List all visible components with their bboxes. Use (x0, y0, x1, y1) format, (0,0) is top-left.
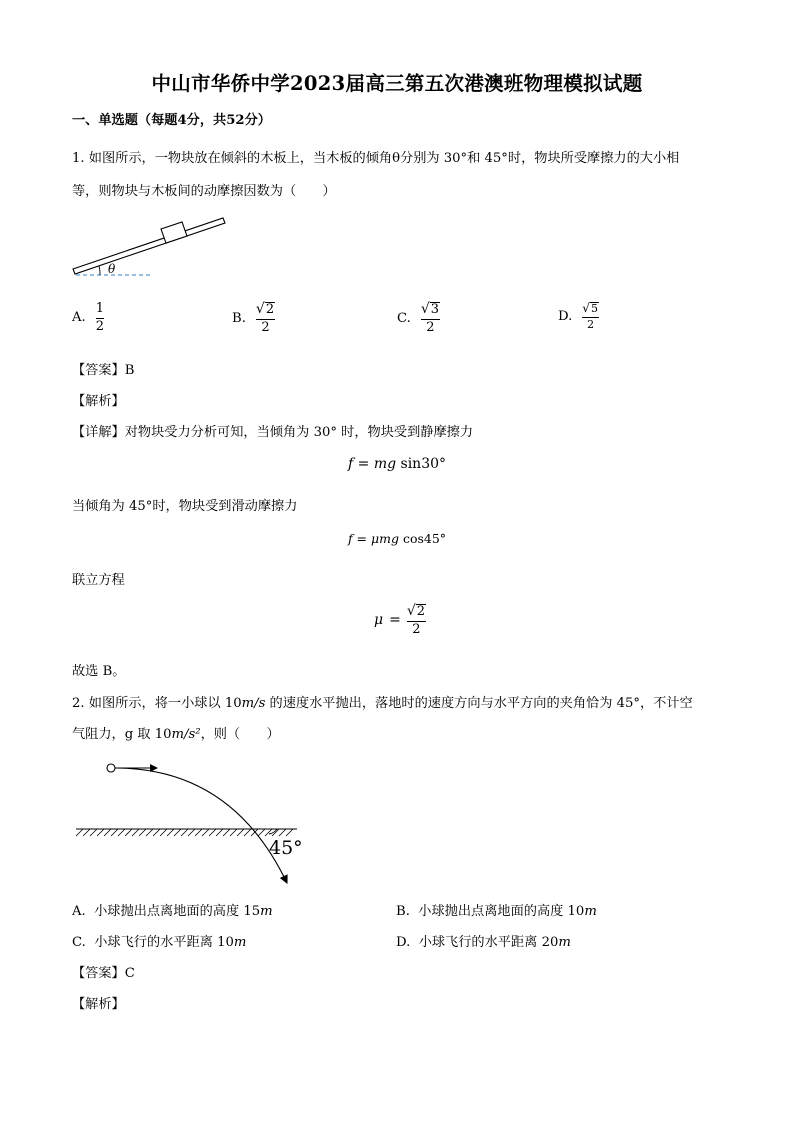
q1-option-a[interactable] (72, 302, 104, 333)
square-root: √ 3 (420, 301, 440, 318)
formula-equals: = (352, 531, 371, 546)
section-heading: 一、单选题（每题4分，共52分） (72, 113, 271, 128)
sliding-block (161, 222, 187, 243)
q1-combine: 联立方程 (72, 573, 125, 588)
formula-equals: = (353, 456, 374, 472)
option-text: 小球飞行的水平距离 20 (418, 935, 559, 950)
angle-label: 45° (269, 837, 303, 859)
q1-option-c[interactable] (397, 302, 440, 334)
angle-arc (99, 266, 100, 275)
denominator: 2 (426, 319, 435, 335)
formula-trig: cos45° (398, 531, 447, 546)
q1-formula-kinetic-friction (0, 531, 794, 546)
unit: m (260, 904, 273, 919)
fraction (407, 604, 426, 636)
unit: m (233, 935, 247, 950)
formula-trig: sin30° (396, 456, 447, 472)
incline-board (73, 218, 225, 274)
formula-term: μmg (371, 531, 399, 546)
fraction (96, 302, 104, 333)
q2-option-c[interactable] (72, 931, 246, 950)
radicand: 2 (416, 604, 426, 620)
denominator: 2 (261, 319, 270, 335)
q2-analysis-heading: 【解析】 (72, 997, 125, 1012)
unit: m/s² (171, 727, 201, 742)
q1-options (72, 302, 722, 350)
page-title: 中山市华侨中学2023届高三第五次港澳班物理模拟试题 (151, 72, 643, 95)
q1-stem-line2: 等，则物块与木板间的动摩擦因数为（ ） (72, 184, 336, 199)
stem-text: 的速度水平抛出，落地时的速度方向与水平方向的夹角恰为 45°，不计空 (265, 696, 693, 711)
mu-symbol: μ (373, 612, 384, 629)
q1-line-45: 当倾角为 45°时，物块受到滑动摩擦力 (72, 499, 298, 514)
square-root: √ 2 (255, 301, 275, 318)
square-root: √ 2 (406, 603, 426, 620)
ground-hatching (76, 829, 293, 836)
stem-text: 气阻力，g 取 10 (72, 727, 172, 742)
detail-text: 对物块受力分析可知，当倾角为 30° 时，物块受到静摩擦力 (124, 425, 474, 440)
option-label: D. (396, 935, 411, 950)
detail-prefix: 【详解】 (72, 425, 125, 440)
stem-text: ，则（ ） (200, 727, 280, 742)
option-text: 小球抛出点离地面的高度 10 (418, 904, 585, 919)
q2-stem-line1 (72, 692, 693, 711)
q1-option-b[interactable] (232, 302, 275, 334)
q2-option-d[interactable] (396, 931, 571, 950)
q1-answer: 【答案】B (72, 363, 135, 378)
radicand: 3 (430, 302, 440, 318)
formula-equals: = (389, 612, 401, 629)
theta-label: θ (108, 262, 116, 276)
q2-option-a[interactable] (72, 900, 273, 919)
radicand: 5 (590, 302, 598, 316)
option-label: D. (558, 308, 573, 324)
q1-formula-mu (0, 604, 794, 636)
q1-conclusion: 故选 B。 (72, 664, 126, 679)
option-text: 小球飞行的水平距离 10 (94, 935, 234, 950)
q1-incline-figure (70, 210, 230, 282)
q1-analysis-heading: 【解析】 (72, 394, 125, 409)
q1-formula-static-friction (0, 456, 794, 472)
q2-answer: 【答案】C (72, 966, 135, 981)
square-root: √ 5 (582, 301, 598, 316)
denominator: 2 (95, 318, 104, 334)
fraction (256, 302, 275, 334)
option-label: A. (72, 310, 86, 326)
q1-detail (72, 421, 473, 440)
fraction (421, 302, 440, 334)
option-label: C. (397, 310, 411, 326)
q2-option-b[interactable] (396, 900, 597, 919)
formula-term: mg (373, 456, 397, 472)
q1-stem-line1: 1. 如图所示，一物块放在倾斜的木板上，当木板的倾角θ分别为 30°和 45°时，物块所受摩擦力的大小相 (72, 151, 680, 166)
ball (107, 764, 115, 772)
radicand: 2 (265, 302, 275, 318)
angle-arc (269, 829, 277, 834)
fraction (582, 302, 599, 330)
q2-stem-line2 (72, 723, 280, 742)
trajectory-curve (115, 768, 287, 883)
q2-projectile-figure (72, 756, 307, 891)
unit: m (558, 935, 571, 950)
formula-symbol: f (347, 531, 353, 546)
unit: m (584, 904, 597, 919)
numerator: 1 (95, 301, 104, 316)
option-label: A. (72, 904, 86, 919)
option-label: C. (72, 935, 86, 950)
unit: m/s (241, 696, 266, 711)
option-label: B. (232, 310, 246, 326)
denominator: 2 (412, 621, 421, 637)
denominator: 2 (587, 317, 595, 331)
q1-option-d[interactable] (558, 302, 599, 330)
formula-symbol: f (347, 456, 354, 472)
stem-text: 2. 如图所示，将一小球以 10 (72, 696, 242, 711)
option-label: B. (396, 904, 410, 919)
option-text: 小球抛出点离地面的高度 15 (94, 904, 261, 919)
